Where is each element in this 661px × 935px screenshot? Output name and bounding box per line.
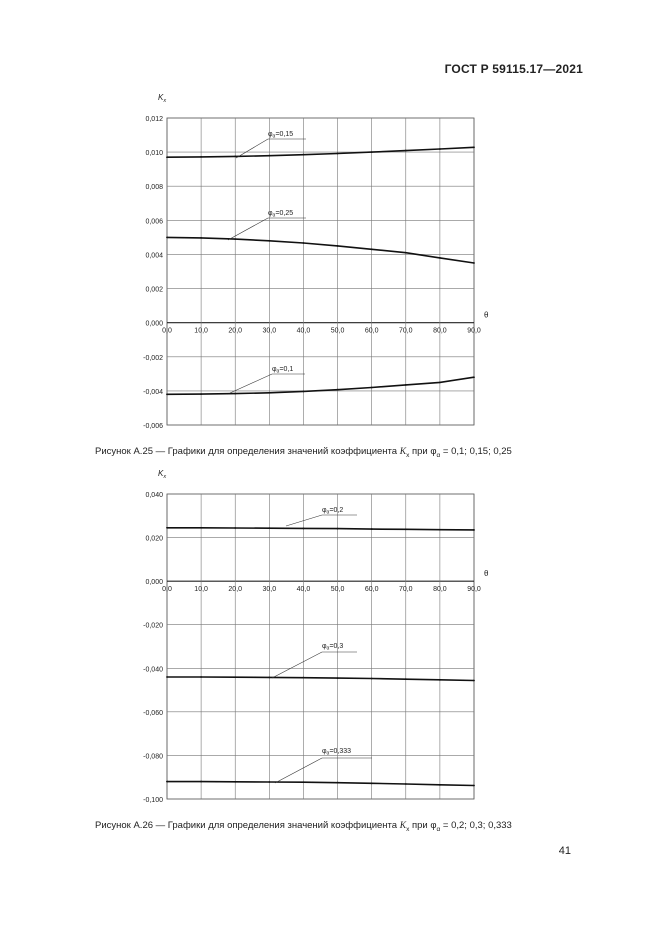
series-label-value: =0,3 [329,643,344,650]
data-point [166,676,168,678]
data-point [473,529,475,531]
data-point [166,156,168,158]
x-tick-label: 90,0 [467,327,481,335]
data-point [303,528,305,530]
y-tick-label: -0,100 [143,797,163,804]
data-point [337,153,339,155]
caption-text: Рисунок А.26 — Графики для определения значений коэффициента [95,820,398,831]
phi-subscript: α [436,825,441,833]
x-tick-label: 40,0 [296,327,311,335]
data-point [234,676,236,678]
y-tick-label: 0,020 [145,535,163,543]
data-point [473,680,475,682]
data-point [405,783,407,785]
y-tick-label: 0,004 [145,252,163,260]
chart-2 [143,469,489,804]
chart-1 [143,93,489,430]
callout-leader [228,218,306,240]
data-point [405,252,407,254]
data-point [303,391,305,393]
x-tick-label: 70,0 [398,586,413,594]
data-point [166,393,168,395]
caption-word: при [411,820,428,831]
x-tick-label: 80,0 [433,327,447,335]
series-label-phi: φ [268,210,273,217]
caption-text: Рисунок А.25 — Графики для определения значений коэффициента [95,446,398,457]
y-tick-label: -0,002 [143,354,163,362]
data-point [268,527,270,529]
data-point [371,151,373,153]
phi-subscript: α [436,451,441,459]
x-tick-label: 60,0 [364,586,379,594]
data-point [337,389,339,391]
x-tick-label: 10,0 [194,586,208,594]
series-label [322,507,343,516]
data-point [200,237,202,239]
y-tick-label: -0,040 [143,666,163,674]
plot-frame [167,118,474,425]
series-label [322,643,343,652]
series-line [167,782,474,786]
data-point [473,376,475,378]
series-line [167,677,474,681]
y-axis-label: $K_x$ [158,93,167,104]
caption-values: = 0,1; 0,15; 0,25 [442,446,512,457]
x-tick-label: 0,0 [162,586,172,594]
x-tick-label: 40,0 [296,586,311,594]
data-point [371,387,373,389]
series-label-value: =0,25 [275,210,294,217]
figure-caption-a25 [95,446,512,459]
series-label-sub: α [326,750,330,757]
y-axis-label-sub: x [163,98,167,104]
data-point [234,527,236,529]
data-point [268,781,270,783]
data-point [166,527,168,529]
y-tick-label: 0,006 [145,218,163,226]
data-point [200,781,202,783]
callout-leader [272,652,357,678]
data-point [473,146,475,148]
data-point [371,528,373,530]
x-tick-label: 10,0 [194,327,208,335]
document-header: ГОСТ Р 59115.17—2021 [444,62,583,76]
data-point [337,528,339,530]
x-axis-label: θ [484,569,489,579]
series-label-sub: α [326,509,330,516]
series-line [167,237,474,263]
x-tick-label: 50,0 [330,586,345,594]
y-tick-label: 0,000 [145,579,163,587]
data-point [268,240,270,242]
data-point [405,150,407,152]
y-tick-label: 0,010 [145,150,163,158]
data-point [439,257,441,259]
y-tick-label: 0,040 [145,492,163,499]
data-point [234,155,236,157]
series-label-value: =0,333 [329,748,352,755]
data-point [371,678,373,680]
data-point [439,784,441,786]
data-point [200,527,202,529]
series-label-value: =0,2 [329,507,344,514]
x-tick-label: 90,0 [467,586,481,594]
series-label-sub: α [276,368,280,375]
data-point [337,782,339,784]
data-point [200,156,202,158]
data-point [268,155,270,157]
x-axis-label: θ [484,310,489,320]
data-point [405,384,407,386]
data-point [371,248,373,250]
y-tick-label: -0,060 [143,709,163,717]
phi-symbol: φ [430,446,437,457]
series-label-value: =0,1 [279,366,294,373]
callout-leader [230,374,305,393]
x-tick-label: 30,0 [262,586,277,594]
callout-leader [286,515,357,526]
data-point [200,393,202,395]
data-point [234,781,236,783]
x-tick-label: 20,0 [228,586,243,594]
callout-leader [275,758,372,783]
phi-symbol: φ [430,820,437,831]
series-line [167,528,474,530]
y-tick-label: -0,020 [143,622,163,630]
y-axis-label: $K_x$ [158,469,167,480]
data-point [234,238,236,240]
data-point [439,148,441,150]
caption-values: = 0,2; 0,3; 0,333 [442,820,512,831]
y-axis-label-sub: x [163,474,167,480]
series-label [272,366,293,375]
y-tick-label: 0,012 [145,116,163,123]
data-point [303,677,305,679]
series-line [167,377,474,394]
x-tick-label: 60,0 [364,327,379,335]
data-point [166,236,168,238]
coefficient-subscript: x [406,825,410,833]
series-label-sub: α [272,212,276,219]
coefficient-symbol: K [399,447,407,457]
data-point [439,529,441,531]
coefficient-symbol: K [399,821,407,831]
data-point [337,245,339,247]
series-label-phi: φ [322,643,327,650]
coefficient-subscript: x [406,451,410,459]
data-point [268,392,270,394]
series-label [268,210,293,219]
plot-frame [167,494,474,799]
data-point [303,154,305,156]
series-label-sub: α [272,133,276,140]
figure-caption-a26 [95,820,512,833]
y-tick-label: 0,008 [145,184,163,192]
data-point [439,679,441,681]
series-label-phi: φ [322,507,327,514]
series-label [268,131,293,140]
y-tick-label: 0,002 [145,286,163,294]
series-label-phi: φ [268,131,273,138]
data-point [303,242,305,244]
x-tick-label: 20,0 [228,327,243,335]
y-tick-label: 0,000 [145,320,163,328]
data-point [200,676,202,678]
x-tick-label: 50,0 [330,327,345,335]
data-point [268,677,270,679]
data-point [234,393,236,395]
data-point [405,678,407,680]
y-tick-label: -0,080 [143,753,163,761]
x-tick-label: 80,0 [433,586,447,594]
data-point [439,381,441,383]
data-point [337,677,339,679]
series-label-value: =0,15 [275,131,294,138]
x-tick-label: 0,0 [162,327,172,335]
data-point [405,528,407,530]
series-label-phi: φ [272,366,277,373]
x-tick-label: 30,0 [262,327,277,335]
caption-word: при [411,446,428,457]
data-point [371,782,373,784]
series-label-phi: φ [322,748,327,755]
series-label-sub: α [326,645,330,652]
y-tick-label: -0,006 [143,423,163,430]
data-point [473,262,475,264]
data-point [166,781,168,783]
data-point [303,781,305,783]
x-tick-label: 70,0 [398,327,413,335]
page-number: 41 [558,845,571,857]
y-tick-label: -0,004 [143,388,163,396]
data-point [473,785,475,787]
